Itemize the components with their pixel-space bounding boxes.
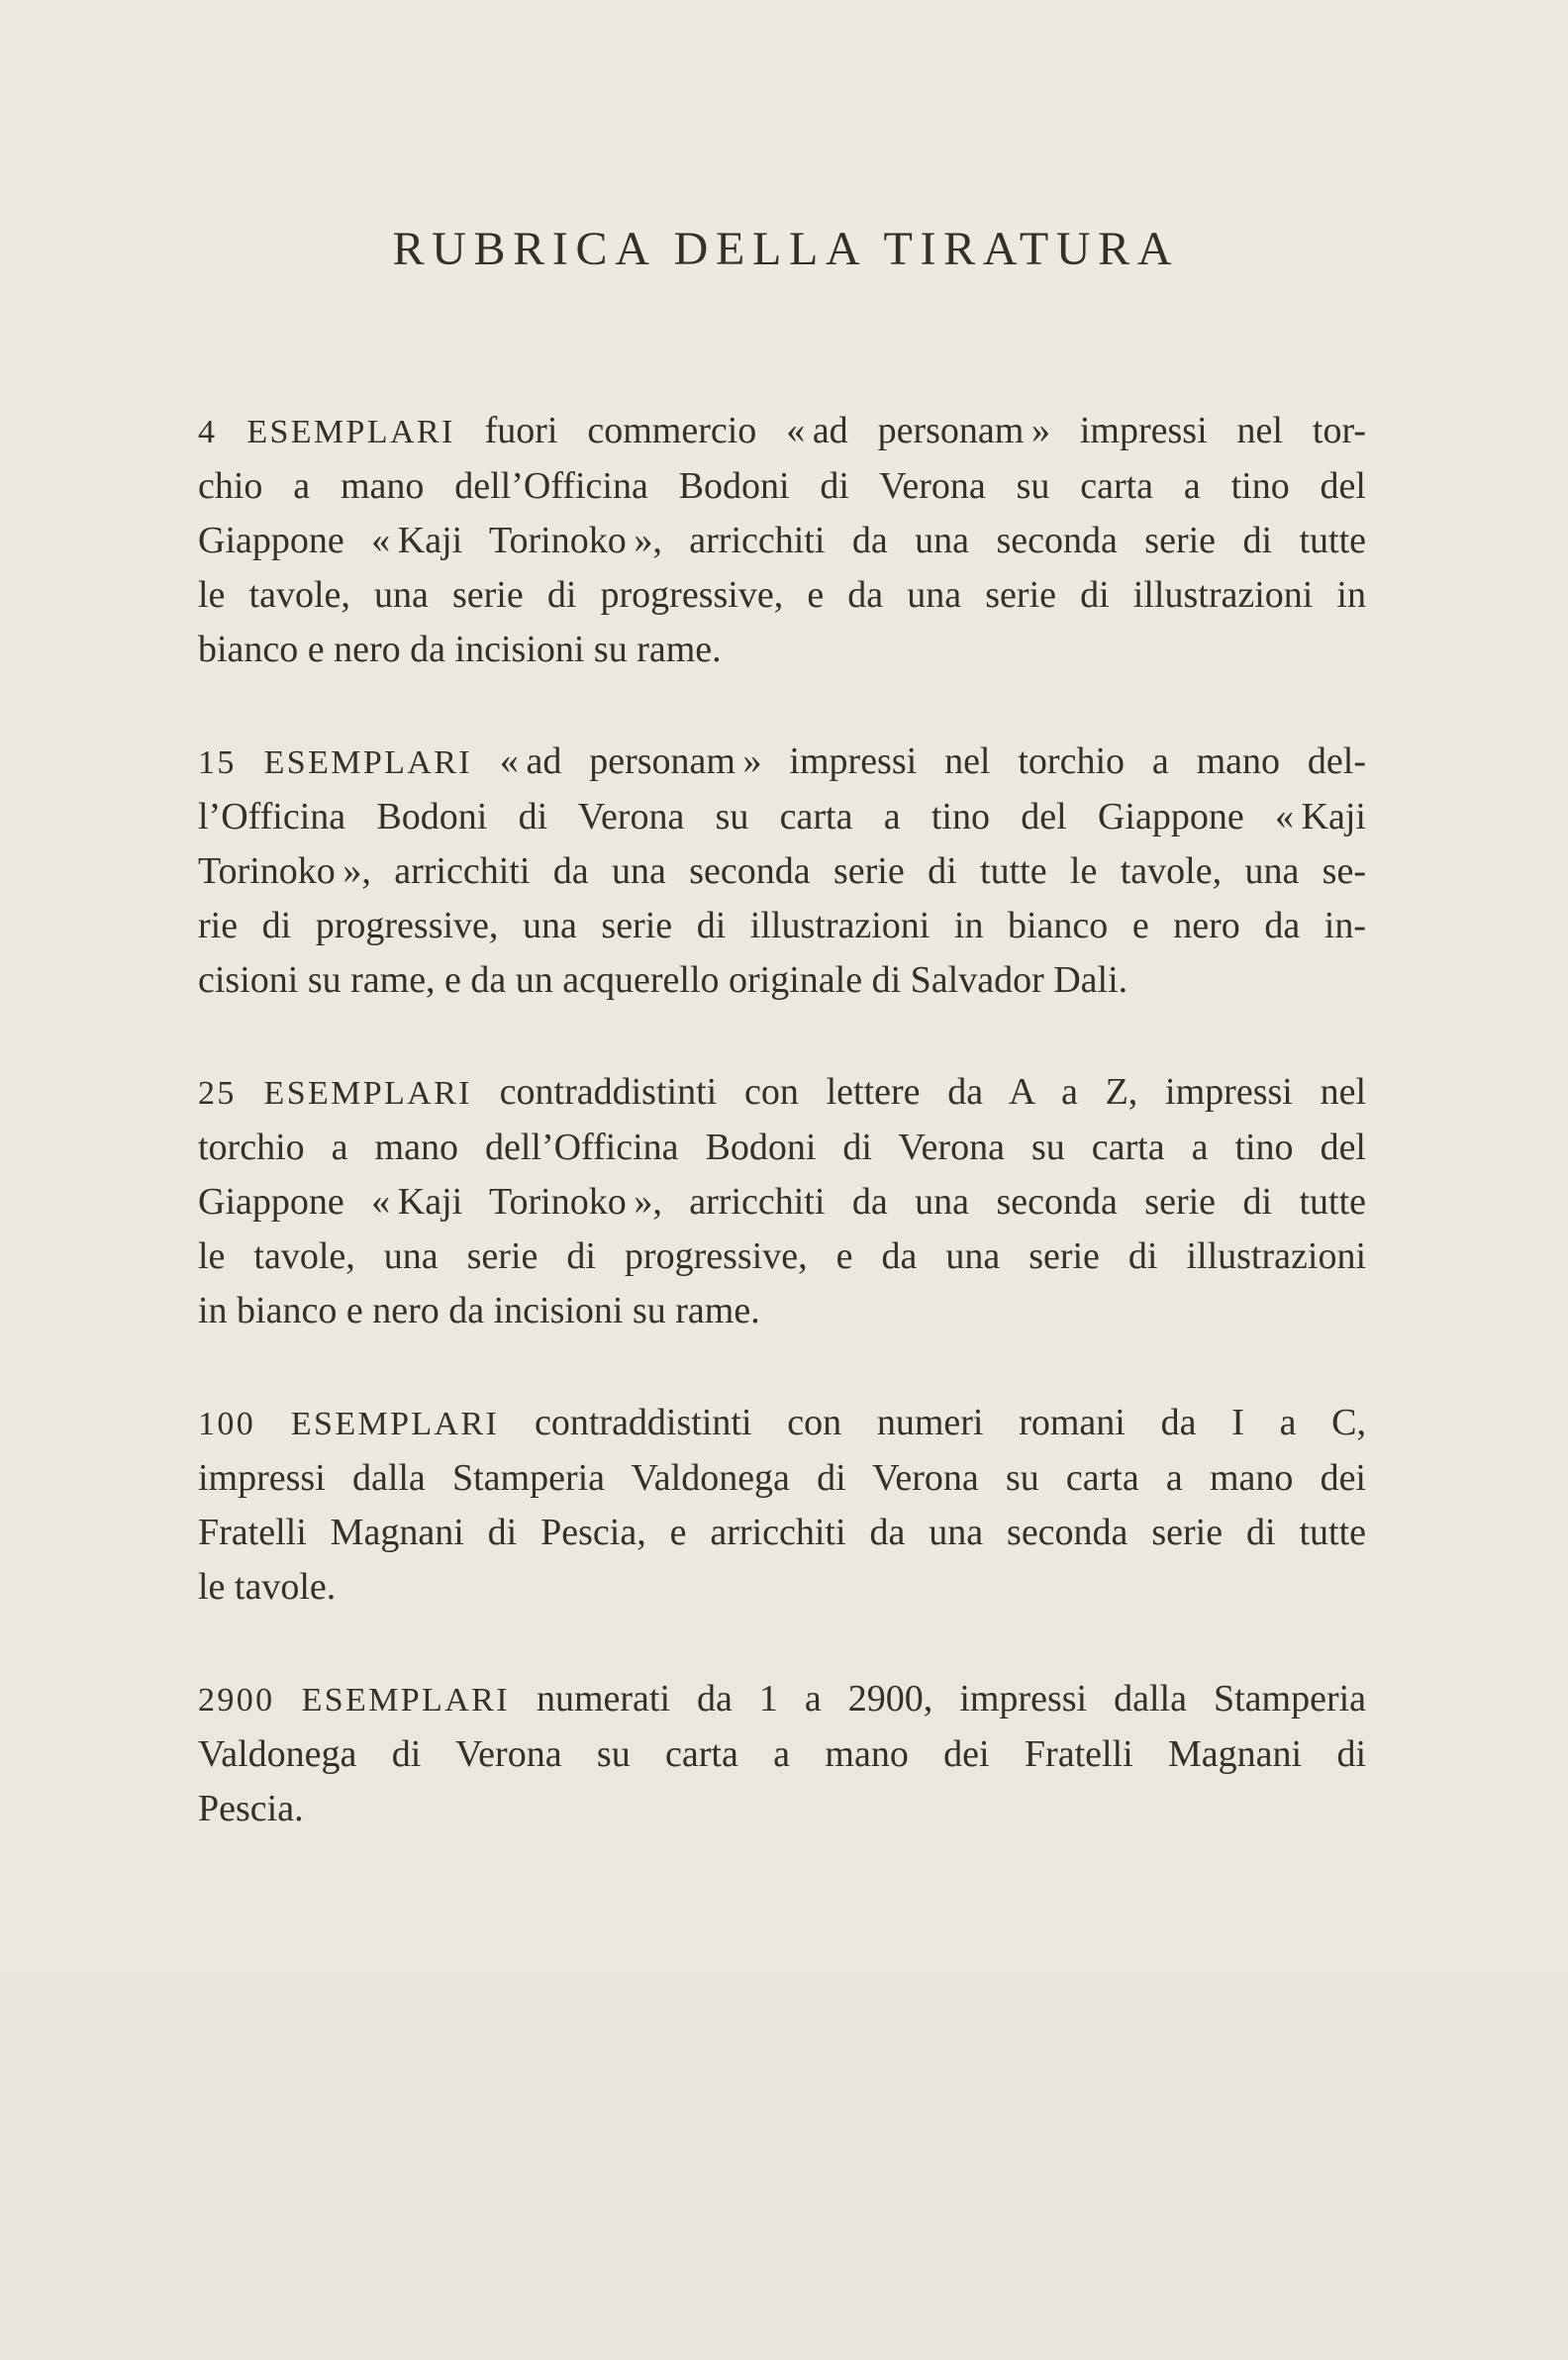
edition-paragraph — [198, 1672, 1366, 1836]
colophon-text — [198, 404, 1366, 1894]
text-line: Pescia. — [198, 1788, 304, 1829]
edition-paragraph — [198, 735, 1366, 1008]
text-line: 25 ESEMPLARI contraddistinti con lettere da A a Z, impressi nel — [198, 1071, 1367, 1113]
edition-count: 100 — [198, 1406, 256, 1442]
page-title: RUBRICA DELLA TIRATURA — [392, 223, 1180, 275]
text-line: in bianco e nero da incisioni su rame. — [198, 1290, 760, 1331]
edition-count: 2900 — [198, 1682, 275, 1719]
esemplari-label: ESEMPLARI — [301, 1682, 510, 1719]
text-line: torchio a mano dell’Officina Bodoni di Verona su carta a tino del — [198, 1127, 1366, 1168]
text-line: bianco e nero da incisioni su rame. — [198, 629, 722, 670]
text-line: le tavole. — [198, 1566, 337, 1608]
edition-count: 4 — [198, 414, 218, 450]
text-line: le tavole, una serie di progressive, e da una serie di illustrazioni — [198, 1235, 1366, 1277]
text-line: Giappone « Kaji Torinoko », arricchiti da una seconda serie di tutte — [198, 1181, 1366, 1223]
text-line: Giappone « Kaji Torinoko », arricchiti da una seconda serie di tutte — [198, 520, 1366, 561]
text-line: le tavole, una serie di progressive, e da una serie di illustrazioni in — [198, 574, 1366, 616]
text-line: chio a mano dell’Officina Bodoni di Verona su carta a tino del — [198, 465, 1366, 507]
text-line: rie di progressive, una serie di illustrazioni in bianco e nero da in- — [198, 905, 1366, 946]
text-line: l’Officina Bodoni di Verona su carta a tino del Giappone « Kaji — [198, 796, 1366, 837]
text-line: 100 ESEMPLARI contraddistinti con numeri romani da I a C, — [198, 1402, 1367, 1443]
esemplari-label: ESEMPLARI — [290, 1406, 500, 1442]
edition-paragraph — [198, 1065, 1366, 1338]
text-line: 4 ESEMPLARI fuori commercio « ad personam » impressi nel tor- — [198, 410, 1367, 451]
edition-paragraph — [198, 404, 1366, 677]
text-line: 2900 ESEMPLARI numerati da 1 a 2900, impressi dalla Stamperia — [198, 1678, 1367, 1720]
text-line: Valdonega di Verona su carta a mano dei Fratelli Magnani di — [198, 1733, 1366, 1775]
text-line: Torinoko », arricchiti da una seconda serie di tutte le tavole, una se- — [198, 850, 1366, 892]
text-line: impressi dalla Stamperia Valdonega di Verona su carta a mano dei — [198, 1457, 1366, 1499]
text-line: 15 ESEMPLARI « ad personam » impressi nel torchio a mano del- — [198, 740, 1366, 782]
esemplari-label: ESEMPLARI — [263, 744, 472, 781]
esemplari-label: ESEMPLARI — [246, 414, 455, 450]
edition-count: 25 — [198, 1075, 237, 1112]
text-line: Fratelli Magnani di Pescia, e arricchiti da una seconda serie di tutte — [198, 1512, 1366, 1553]
edition-paragraph — [198, 1396, 1366, 1615]
edition-count: 15 — [198, 744, 237, 781]
esemplari-label: ESEMPLARI — [263, 1075, 472, 1112]
text-line: cisioni su rame, e da un acquerello originale di Salvador Dali. — [198, 959, 1128, 1001]
